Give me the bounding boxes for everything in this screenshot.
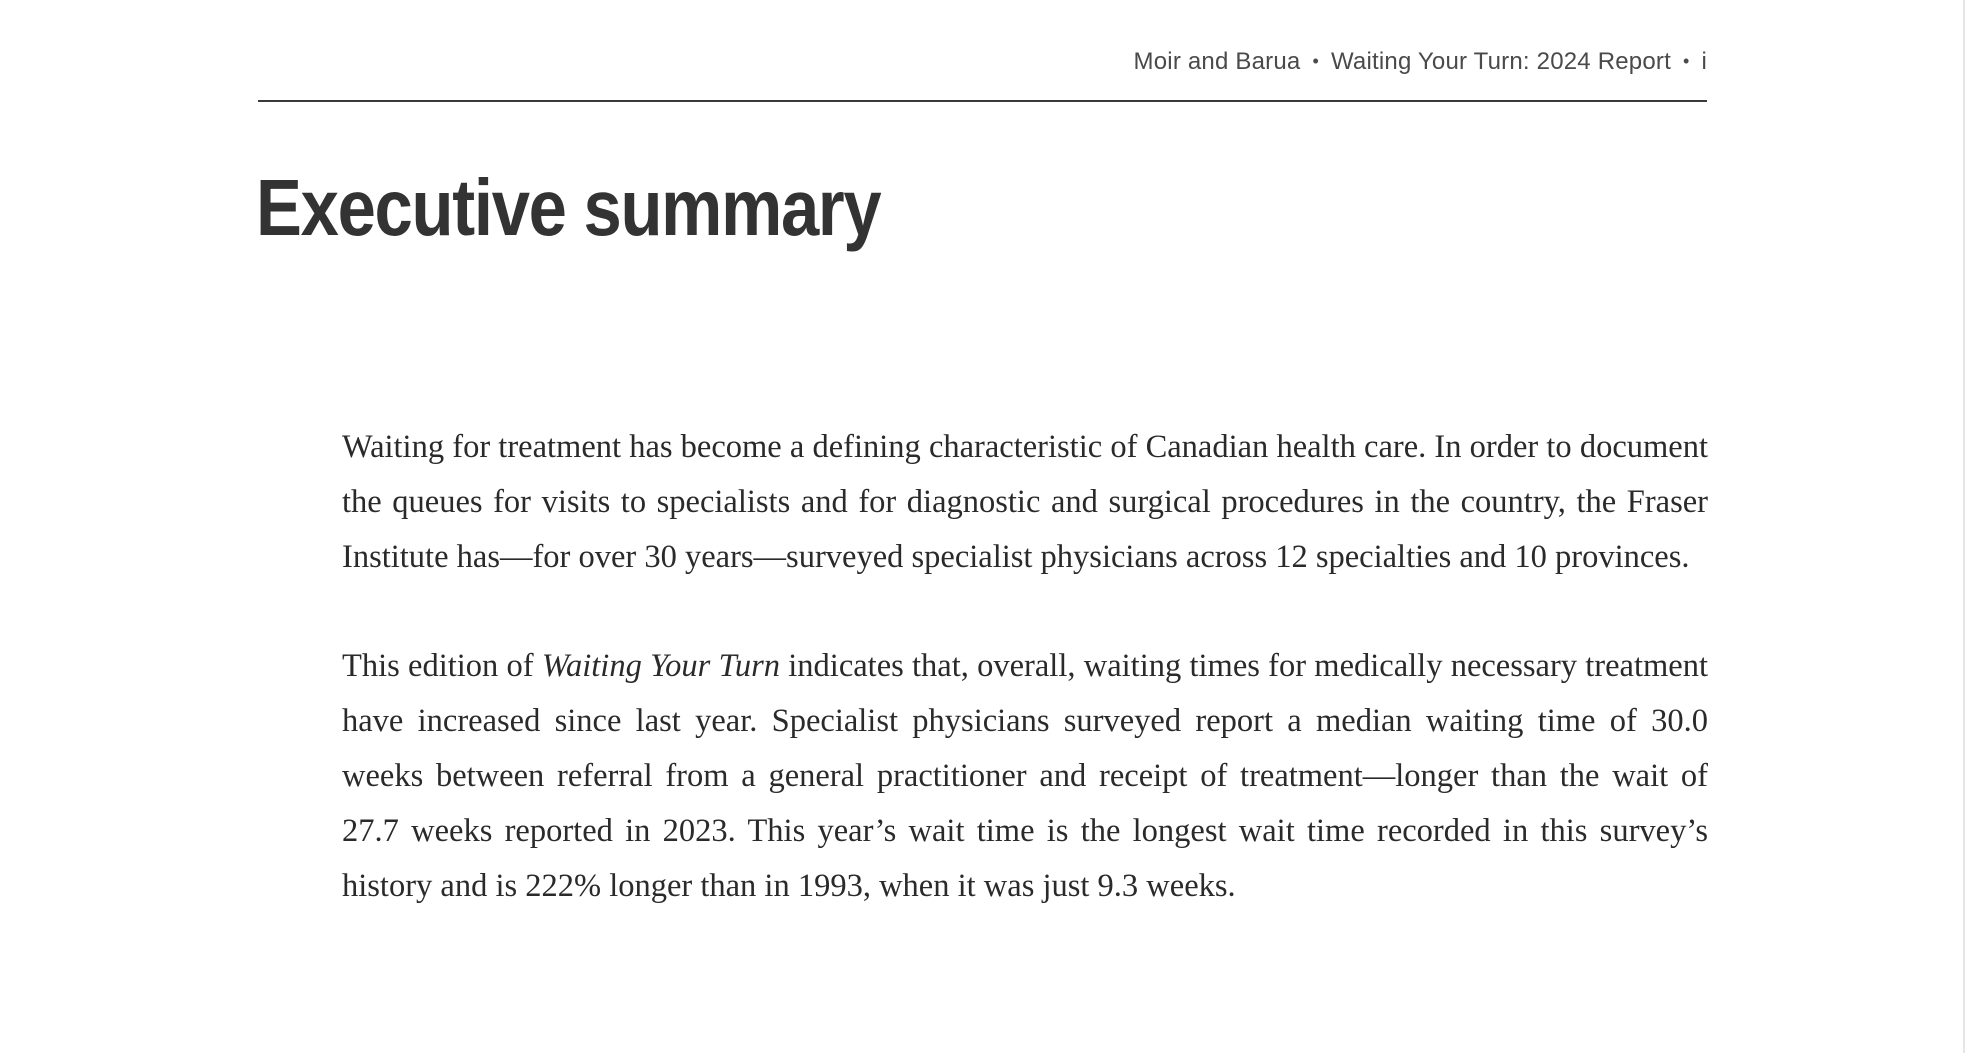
header-separator: • <box>1312 51 1319 71</box>
page-title: Executive summary <box>256 163 881 252</box>
header-separator: • <box>1682 51 1690 71</box>
running-header <box>258 48 1707 76</box>
paragraph-2-body: indicates that, overall, waiting times for medically necessary treatment have increased since last year. Specialist physicians surveyed report a median waiting time of 30.0 weeks between referral from a general practitioner and receipt of treatment—longer than the wait of 27.7 weeks reported in 2023. This year’s wait time is the longest wait time recorded in this survey’s history and is 222% longer than in 1993, when it was just 9.3 weeks. <box>342 648 1708 904</box>
header-page-number: i <box>1701 48 1707 75</box>
header-report-title: Waiting Your Turn: 2024 Report <box>1330 48 1671 75</box>
publication-title: Waiting Your Turn <box>541 648 780 684</box>
paragraph-1: Waiting for treatment has become a defining characteristic of Canadian health care. In order to document the queues for visits to specialists and for diagnostic and surgical procedures in the country, the Fraser Institute has—for over 30 years—surveyed specialist physicians across 12 specialties and 10 provinces. <box>342 429 1708 575</box>
paragraph-2 <box>342 639 1708 914</box>
header-authors: Moir and Barua <box>1133 48 1301 75</box>
paragraph-2-intro: This edition of <box>342 648 542 684</box>
body-text <box>342 420 1708 968</box>
header-rule <box>258 100 1707 102</box>
